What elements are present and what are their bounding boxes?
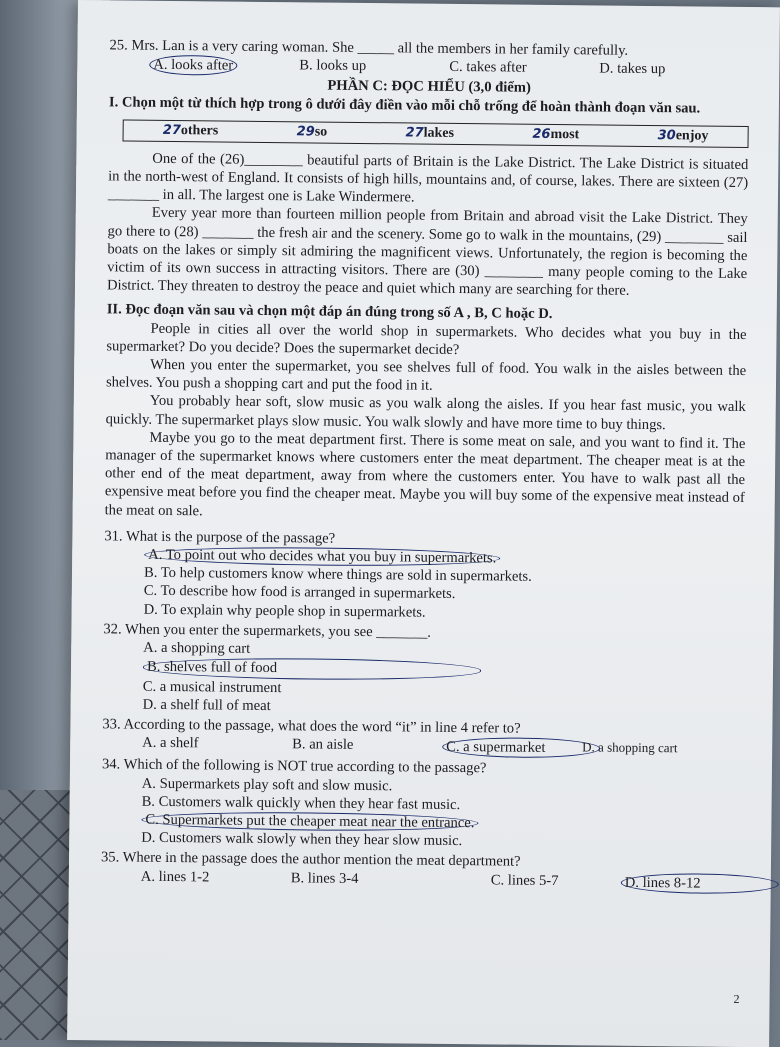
- q35-option-b[interactable]: B. lines 3-4: [290, 869, 359, 887]
- question-31-options: [104, 545, 745, 625]
- word-box-item: 27others: [162, 122, 219, 139]
- q33-option-b[interactable]: B. an aisle: [292, 736, 354, 754]
- question-35-stem: 35. Where in the passage does the author mention the meat department?: [100, 849, 521, 871]
- q25-option-c[interactable]: C. takes after: [449, 59, 527, 76]
- page-number: 2: [733, 991, 740, 1006]
- part1-instruction: I. Chọn một từ thích hợp trong ô dưới đây điền vào mỗi chỗ trống để hoàn thành đoạn văn sau.: [108, 93, 701, 117]
- q31-option-c[interactable]: C. To describe how food is arranged in supermarkets.: [143, 583, 456, 603]
- q35-option-a[interactable]: A. lines 1-2: [140, 868, 210, 885]
- q32-option-a[interactable]: A. a shopping cart: [143, 639, 251, 657]
- question-25-stem: 25. Mrs. Lan is a very caring woman. She _____ all the members in her family carefully.: [109, 37, 629, 59]
- q35-option-d[interactable]: D. lines 8-12: [621, 872, 731, 893]
- word-box-item: 29so: [296, 124, 328, 140]
- q33-option-d[interactable]: D. a shopping cart: [582, 739, 678, 756]
- part1-paragraph-2: Every year more than fourteen million people from Britain and abroad visit the Lake District. They go there to (28) _______ the fresh air and the scenery. Some go to walk in the mountains, (29) ________ sail boats on the lakes or simply sit admiring the magnificent views. Unfortunately, the region is becoming the victim of its own success in attracting visitors. There are (30) ________ many people coming to the Lake District. They threaten to destroy the peace and quiet which many are searching for there.: [106, 205, 748, 300]
- question-33-stem: 33. According to the passage, what does the word “it” in line 4 refer to?: [102, 716, 521, 737]
- question-34-stem: 34. Which of the following is NOT true according to the passage?: [101, 756, 487, 777]
- q25-option-b[interactable]: B. looks up: [299, 57, 367, 75]
- q32-option-d[interactable]: D. a shelf full of meat: [142, 696, 271, 714]
- section-c-title: PHẦN C: ĐỌC HIỂU (3,0 điểm): [327, 78, 531, 97]
- question-32-options: [103, 638, 744, 720]
- q31-option-d[interactable]: D. To explain why people shop in supermarkets.: [143, 601, 426, 621]
- q34-option-a[interactable]: A. Supermarkets play soft and slow music.: [141, 775, 393, 794]
- q32-option-b[interactable]: B. shelves full of food: [143, 657, 473, 681]
- exam-page: [67, 0, 780, 1047]
- part2-paragraph-2: When you enter the supermarket, you see shelves full of food. You walk in the aisles between the shelves. You push a shopping cart and put the food in it.: [105, 356, 747, 394]
- q34-option-c[interactable]: C. Supermarkets put the cheaper meat near the entrance.: [141, 811, 741, 835]
- q25-option-a[interactable]: A. looks after: [149, 55, 299, 77]
- part2-instruction: II. Đọc đoạn văn sau và chọn một đáp án đúng trong số A , B, C hoặc D.: [106, 301, 553, 323]
- q34-option-d[interactable]: D. Customers walk slowly when they hear slow music.: [141, 829, 463, 850]
- q32-option-c[interactable]: C. a musical instrument: [142, 678, 282, 696]
- part1-paragraph-1: One of the (26)________ beautiful parts of Britain is the Lake District. The Lake District is situated in the north-west of England. It consists of high hills, mountains and, of course, lakes. There are sixteen (27) _______ in all. The largest one is Lake Windermere.: [107, 150, 749, 206]
- page-content: [101, 34, 750, 893]
- part2-paragraph-3: You probably hear soft, slow music as you walk along the aisles. If you hear fast music, you walk quickly. The supermarket plays slow music. You walk slowly and have more time to buy things.: [105, 393, 746, 433]
- q31-option-a[interactable]: A. To point out who decides what you buy in supermarkets.: [144, 546, 744, 570]
- q33-option-a[interactable]: A. a shelf: [142, 734, 199, 752]
- question-32-stem: 32. When you enter the supermarkets, you see _______.: [103, 621, 432, 641]
- q33-option-c[interactable]: C. a supermarket: [442, 737, 582, 759]
- part2-paragraph-4: Maybe you go to the meat department first. There is some meat on sale, and you want to find it. The manager of the supermarket knows where customers enter the meat department. The cheaper meat is at the other end of the meat department, away from where the customers enter. You have to walk past all the expensive meat before you find the cheaper meat. Maybe you will buy some of the expensive meat instead of the meat on sale.: [104, 429, 746, 520]
- q25-option-d[interactable]: D. takes up: [599, 60, 666, 78]
- word-box-item: 30enjoy: [657, 127, 709, 144]
- q31-option-b[interactable]: B. To help customers know where things are sold in supermarkets.: [143, 565, 532, 586]
- q34-option-b[interactable]: B. Customers walk quickly when they hear fast music.: [141, 793, 461, 813]
- word-box-item: 26most: [532, 126, 580, 142]
- word-box: [123, 119, 749, 148]
- part2-paragraph-1: People in cities all over the world shop in supermarkets. Who decides what you buy in the supermarket? Do you decide? Does the supermarket decide?: [106, 320, 747, 358]
- question-31-stem: 31. What is the purpose of the passage?: [104, 528, 336, 547]
- q35-option-c[interactable]: C. lines 5-7: [490, 871, 559, 889]
- word-box-item: 27lakes: [405, 125, 455, 141]
- question-34-options: [101, 774, 742, 854]
